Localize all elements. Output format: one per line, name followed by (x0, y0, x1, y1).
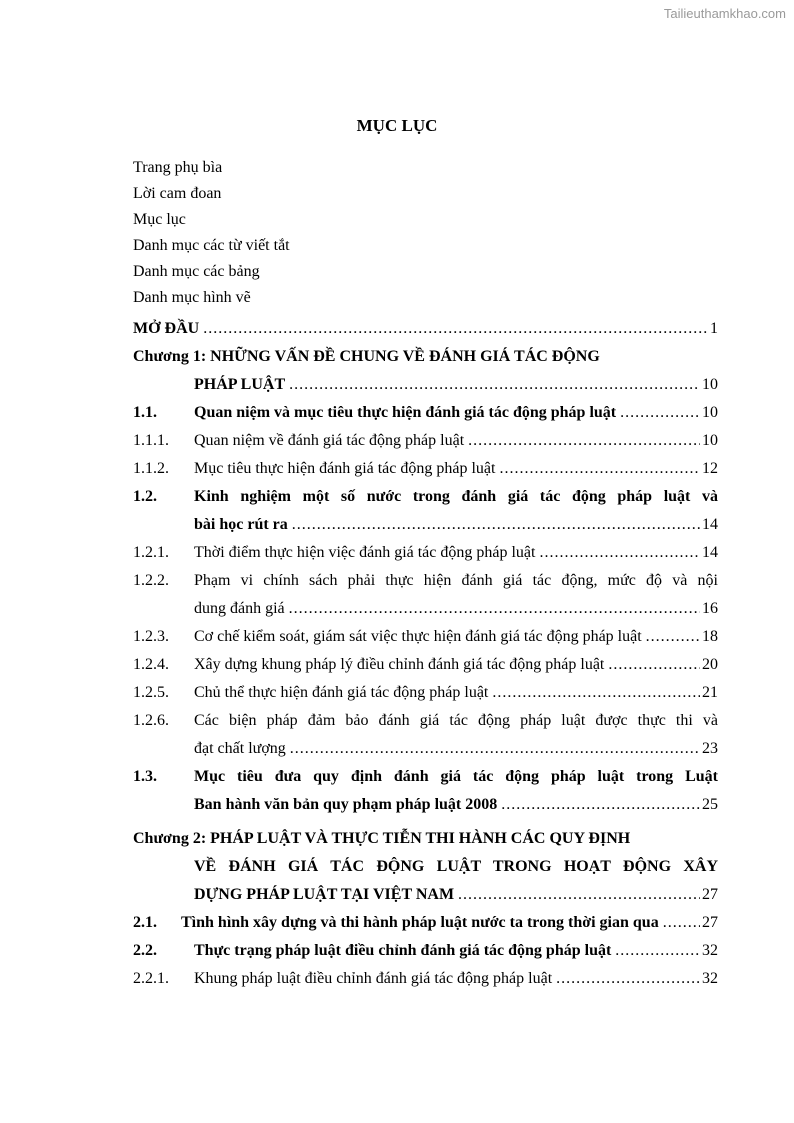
table-of-contents (133, 319, 718, 997)
leader-dots (468, 431, 700, 451)
toc-entry-text: Cơ chế kiểm soát, giám sát việc thực hiện đánh giá tác động pháp luật (194, 628, 642, 645)
leader-dots (458, 885, 700, 905)
leader-dots (292, 515, 700, 535)
toc-entry-chapter-1 (133, 347, 718, 403)
toc-entry-text: Mục tiêu đưa quy định đánh giá tác động pháp luật trong Luật (194, 768, 718, 785)
leader-dots (492, 683, 700, 703)
toc-entry-1-1-1 (133, 431, 718, 459)
toc-entry-1-2-5 (133, 683, 718, 711)
section-number: 1.2.5. (133, 684, 169, 701)
toc-page-number: 25 (702, 796, 718, 813)
section-number: 2.1. (133, 914, 157, 931)
section-number: 1.2.3. (133, 628, 169, 645)
section-number: 1.1.2. (133, 460, 169, 477)
front-matter-item: Danh mục các bảng (133, 263, 260, 280)
toc-entry-text: Quan niệm về đánh giá tác động pháp luật (194, 432, 465, 449)
leader-dots (556, 969, 700, 989)
toc-entry-2-1 (133, 913, 718, 941)
section-number: 1.2.1. (133, 544, 169, 561)
page-title: MỤC LỤC (356, 116, 438, 135)
section-number: 1.2.6. (133, 712, 169, 729)
front-matter-item: Danh mục các từ viết tắt (133, 237, 290, 254)
toc-entry-text: Quan niệm và mục tiêu thực hiện đánh giá tác động pháp luật (194, 404, 617, 421)
leader-dots (290, 739, 700, 759)
leader-dots (501, 795, 700, 815)
toc-page-number: 10 (702, 376, 718, 393)
toc-page-number: 16 (702, 600, 718, 617)
toc-page-number: 20 (702, 656, 718, 673)
toc-entry-mo-dau (133, 319, 718, 347)
front-matter-list (133, 158, 290, 314)
toc-entry-text: Thực trạng pháp luật điều chỉnh đánh giá tác động pháp luật (194, 942, 612, 959)
leader-dots (620, 403, 700, 423)
toc-entry-1-1-2 (133, 459, 718, 487)
toc-entry-1-2-4 (133, 655, 718, 683)
leader-dots (615, 941, 700, 961)
toc-entry-chapter-2 (133, 829, 718, 913)
toc-page-number: 14 (702, 544, 718, 561)
toc-entry-1-2-3 (133, 627, 718, 655)
toc-page-number: 23 (702, 740, 718, 757)
section-number: 1.1.1. (133, 432, 169, 449)
watermark: Tailieuthamkhao.com (663, 6, 786, 21)
toc-page-number: 32 (702, 942, 718, 959)
leader-dots (499, 459, 700, 479)
section-number: 1.2.4. (133, 656, 169, 673)
toc-entry-text-cont: đạt chất lượng (194, 740, 286, 757)
section-number: 1.2. (133, 488, 157, 505)
toc-page-number: 32 (702, 970, 718, 987)
leader-dots (646, 627, 700, 647)
front-matter-item: Danh mục hình vẽ (133, 289, 251, 306)
leader-dots (289, 599, 700, 619)
toc-entry-text: Kinh nghiệm một số nước trong đánh giá tác động pháp luật và (194, 488, 718, 505)
toc-entry-text-cont: bài học rút ra (194, 516, 288, 533)
leader-dots (608, 655, 700, 675)
front-matter-item: Mục lục (133, 211, 186, 228)
chapter-heading: Chương 2: PHÁP LUẬT VÀ THỰC TIỄN THI HÀNH CÁC QUY ĐỊNH (133, 830, 631, 847)
front-matter-item: Trang phụ bìa (133, 159, 223, 176)
toc-page-number: 18 (702, 628, 718, 645)
chapter-heading: Chương 1: NHỮNG VẤN ĐỀ CHUNG VỀ ĐÁNH GIÁ TÁC ĐỘNG (133, 348, 600, 365)
toc-entry-text: Khung pháp luật điều chỉnh đánh giá tác động pháp luật (194, 970, 553, 987)
section-number: 2.2.1. (133, 970, 169, 987)
section-number: 1.2.2. (133, 572, 169, 589)
toc-entry-1-2 (133, 487, 718, 543)
toc-page-number: 10 (702, 404, 718, 421)
front-matter-item: Lời cam đoan (133, 185, 222, 202)
leader-dots (539, 543, 700, 563)
leader-dots (289, 375, 700, 395)
toc-entry-text: Phạm vi chính sách phải thực hiện đánh giá tác động, mức độ và nội (194, 572, 718, 589)
section-number: 2.2. (133, 942, 157, 959)
toc-page-number: 10 (702, 432, 718, 449)
toc-entry-1-3 (133, 767, 718, 823)
toc-entry-1-1 (133, 403, 718, 431)
toc-entry-2-2-1 (133, 969, 718, 997)
toc-page-number: 12 (702, 460, 718, 477)
toc-entry-1-2-1 (133, 543, 718, 571)
toc-entry-text-cont: dung đánh giá (194, 600, 285, 617)
toc-entry-1-2-2 (133, 571, 718, 627)
chapter-heading-cont: VỀ ĐÁNH GIÁ TÁC ĐỘNG LUẬT TRONG HOẠT ĐỘNG XÂY (194, 858, 718, 875)
toc-entry-text-cont: Ban hành văn bản quy phạm pháp luật 2008 (194, 796, 498, 813)
chapter-heading-cont: DỰNG PHÁP LUẬT TẠI VIỆT NAM (194, 886, 455, 903)
chapter-heading-cont: PHÁP LUẬT (194, 376, 286, 393)
toc-entry-text: Tình hình xây dựng và thi hành pháp luật nước ta trong thời gian qua (181, 914, 659, 931)
leader-dots (663, 913, 700, 933)
toc-page-number: 27 (702, 886, 718, 903)
toc-entry-text: Chủ thể thực hiện đánh giá tác động pháp luật (194, 684, 489, 701)
toc-page-number: 1 (710, 320, 718, 337)
toc-page-number: 27 (702, 914, 718, 931)
toc-entry-text: Xây dựng khung pháp lý điều chỉnh đánh giá tác động pháp luật (194, 656, 605, 673)
toc-entry-text: Các biện pháp đảm bảo đánh giá tác động pháp luật được thực thi và (194, 712, 718, 729)
toc-entry-text: MỞ ĐẦU (133, 320, 200, 337)
leader-dots (203, 319, 708, 339)
section-number: 1.3. (133, 768, 157, 785)
toc-entry-text: Thời điểm thực hiện việc đánh giá tác động pháp luật (194, 544, 536, 561)
toc-page-number: 14 (702, 516, 718, 533)
section-number: 1.1. (133, 404, 157, 421)
toc-entry-1-2-6 (133, 711, 718, 767)
toc-entry-text: Mục tiêu thực hiện đánh giá tác động pháp luật (194, 460, 496, 477)
toc-page-number: 21 (702, 684, 718, 701)
toc-entry-2-2 (133, 941, 718, 969)
